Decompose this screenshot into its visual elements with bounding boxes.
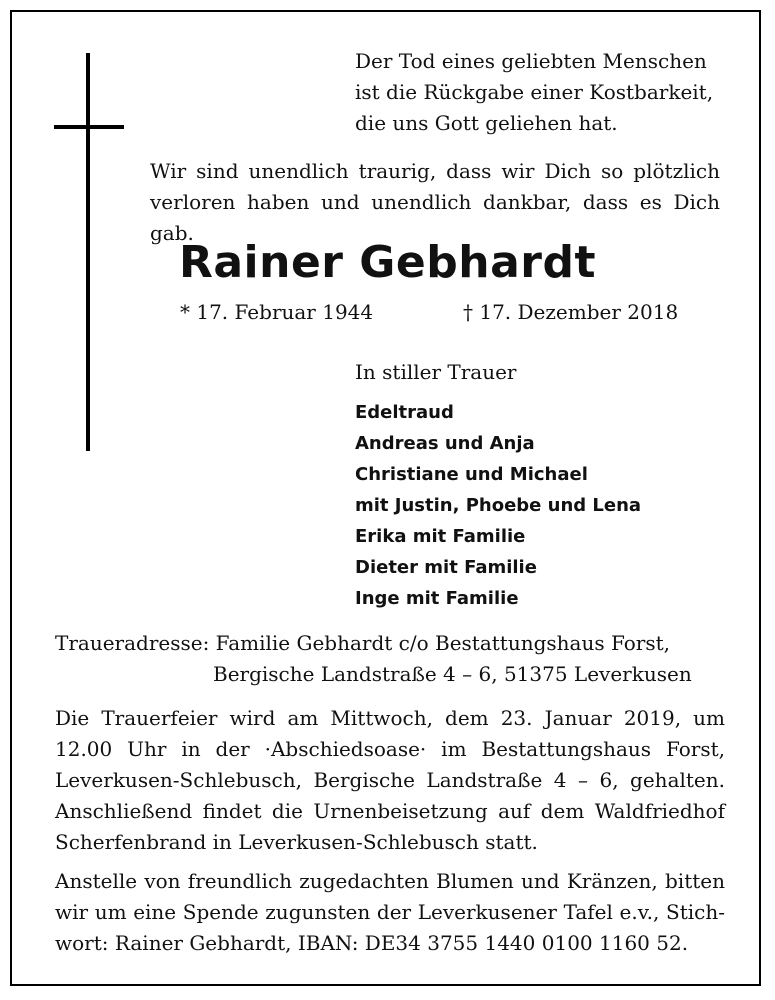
- mourner-name: Christiane und Michael: [355, 464, 588, 485]
- mourner-name: Dieter mit Familie: [355, 557, 537, 578]
- mourning-heading: In stiller Trauer: [355, 360, 517, 384]
- ceremony-text: [55, 703, 725, 858]
- donation-line: Anstelle von freundlich zugedachten Blumen und Kränzen, bitten: [55, 869, 725, 893]
- mourning-address-line2: Bergische Landstraße 4 – 6, 51375 Leverkusen: [213, 662, 692, 686]
- mourner-name: Inge mit Familie: [355, 588, 519, 609]
- mourner-name: mit Justin, Phoebe und Lena: [355, 495, 642, 516]
- donation-line: wort: Rainer Gebhardt, IBAN: DE34 3755 1440 0100 1160 52.: [55, 931, 689, 955]
- quote: [355, 46, 713, 139]
- mourner-name: Edeltraud: [355, 402, 454, 423]
- ceremony-line: 12.00 Uhr in der ·Abschiedsoase· im Bestattungshaus Forst,: [55, 737, 725, 761]
- cross-icon-bar: [54, 125, 124, 129]
- intro-line: Wir sind unendlich traurig, dass wir Dich so plötzlich: [150, 159, 720, 183]
- mourners-list: [355, 397, 641, 614]
- birth-date: * 17. Februar 1944: [180, 300, 374, 324]
- mourner-name: Andreas und Anja: [355, 433, 535, 454]
- intro-text: [150, 156, 720, 249]
- death-date: † 17. Dezember 2018: [463, 300, 679, 324]
- donation-text: [55, 866, 725, 959]
- ceremony-line: Die Trauerfeier wird am Mittwoch, dem 23. Januar 2019, um: [55, 706, 725, 730]
- quote-line: Der Tod eines geliebten Menschen: [355, 49, 707, 73]
- ceremony-line: Anschließend findet die Urnenbeisetzung auf dem Waldfriedhof: [55, 799, 725, 823]
- ceremony-line: Leverkusen-Schlebusch, Bergische Landstraße 4 – 6, gehalten.: [55, 768, 725, 792]
- mourning-address-line1: Traueradresse: Familie Gebhardt c/o Bestattungshaus Forst,: [55, 631, 670, 655]
- mourner-name: Erika mit Familie: [355, 526, 526, 547]
- ceremony-line: Scherfenbrand in Leverkusen-Schlebusch statt.: [55, 830, 538, 854]
- deceased-name: Rainer Gebhardt: [178, 237, 597, 288]
- quote-line: ist die Rückgabe einer Kostbarkeit,: [355, 80, 714, 104]
- quote-line: die uns Gott geliehen hat.: [355, 111, 618, 135]
- donation-line: wir um eine Spende zugunsten der Leverkusener Tafel e.v., Stich-: [55, 900, 725, 924]
- intro-line: verloren haben und unendlich dankbar, dass es Dich gab.: [150, 190, 720, 245]
